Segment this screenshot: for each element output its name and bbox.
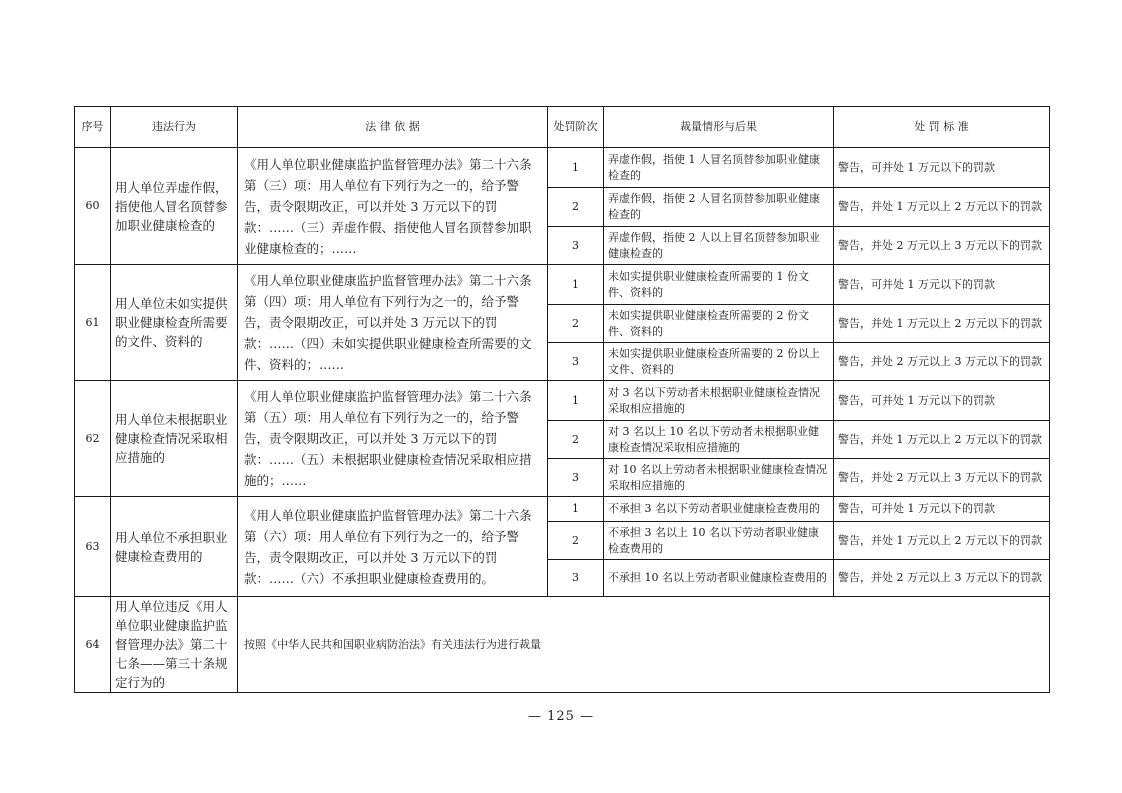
item-behavior: 用人单位未如实提供职业健康检查所需要的文件、资料的	[111, 265, 238, 381]
level-situation: 未如实提供职业健康检查所需要的 1 份文件、资料的	[604, 265, 834, 305]
header-row	[75, 107, 1050, 148]
level-situation: 不承担 3 名以上 10 名以下劳动者职业健康检查费用的	[604, 522, 834, 560]
item-number: 64	[75, 597, 111, 693]
item-number: 63	[75, 497, 111, 597]
item-law-basis: 《用人单位职业健康监护监督管理办法》第二十六条第（六）项：用人单位有下列行为之一的，给予警告，责令限期改正，可以并处 3 万元以下的罚款：……（六）不承担职业健康检查费用的。	[238, 497, 548, 597]
level-penalty: 警告，可并处 1 万元以下的罚款	[834, 381, 1050, 421]
level-number: 2	[548, 421, 604, 459]
item-law-basis: 《用人单位职业健康监护监督管理办法》第二十六条第（四）项：用人单位有下列行为之一的，给予警告，责令限期改正，可以并处 3 万元以下的罚款：……（四）未如实提供职业健康检查所需要的文件、资料的；……	[238, 265, 548, 381]
item-behavior: 用人单位违反《用人单位职业健康监护监督管理办法》第二十七条——第三十条规定行为的	[111, 597, 238, 693]
level-number: 1	[548, 497, 604, 522]
level-penalty: 警告，并处 2 万元以上 3 万元以下的罚款	[834, 560, 1050, 597]
item-number: 61	[75, 265, 111, 381]
level-situation: 未如实提供职业健康检查所需要的 2 份文件、资料的	[604, 305, 834, 343]
header-behavior: 违法行为	[111, 107, 238, 148]
level-number: 2	[548, 305, 604, 343]
level-penalty: 警告，并处 1 万元以上 2 万元以下的罚款	[834, 305, 1050, 343]
header-law: 法 律 依 据	[238, 107, 548, 148]
level-penalty: 警告，并处 1 万元以上 2 万元以下的罚款	[834, 421, 1050, 459]
item-behavior: 用人单位弄虚作假，指使他人冒名顶替参加职业健康检查的	[111, 148, 238, 265]
level-situation: 不承担 10 名以上劳动者职业健康检查费用的	[604, 560, 834, 597]
level-penalty: 警告，并处 2 万元以上 3 万元以下的罚款	[834, 227, 1050, 265]
header-situation: 裁量情形与后果	[604, 107, 834, 148]
level-situation: 弄虚作假，指使 2 人冒名顶替参加职业健康检查的	[604, 188, 834, 227]
level-penalty: 警告，并处 2 万元以上 3 万元以下的罚款	[834, 459, 1050, 497]
level-penalty: 警告，并处 2 万元以上 3 万元以下的罚款	[834, 343, 1050, 381]
level-number: 3	[548, 227, 604, 265]
item-number: 62	[75, 381, 111, 497]
penalty-discretion-table	[74, 106, 1050, 693]
table-row	[75, 597, 1050, 693]
level-penalty: 警告，可并处 1 万元以下的罚款	[834, 265, 1050, 305]
level-number: 3	[548, 560, 604, 597]
item-law-basis: 《用人单位职业健康监护监督管理办法》第二十六条第（五）项：用人单位有下列行为之一的，给予警告，责令限期改正，可以并处 3 万元以下的罚款：……（五）未根据职业健康检查情况采取相应措施的；……	[238, 381, 548, 497]
table-row	[75, 265, 1050, 305]
level-penalty: 警告，并处 1 万元以上 2 万元以下的罚款	[834, 522, 1050, 560]
item-behavior: 用人单位不承担职业健康检查费用的	[111, 497, 238, 597]
level-situation: 弄虚作假，指使 2 人以上冒名顶替参加职业健康检查的	[604, 227, 834, 265]
level-situation: 不承担 3 名以下劳动者职业健康检查费用的	[604, 497, 834, 522]
page-number: — 125 —	[527, 709, 595, 724]
header-level: 处罚阶次	[548, 107, 604, 148]
level-number: 3	[548, 459, 604, 497]
item-law-basis: 《用人单位职业健康监护监督管理办法》第二十六条第（三）项：用人单位有下列行为之一的，给予警告，责令限期改正，可以并处 3 万元以下的罚款：……（三）弄虚作假、指使他人冒名顶替参加职业健康检查的；……	[238, 148, 548, 265]
table-row	[75, 148, 1050, 188]
level-number: 2	[548, 188, 604, 227]
level-situation: 未如实提供职业健康检查所需要的 2 份以上文件、资料的	[604, 343, 834, 381]
level-number: 3	[548, 343, 604, 381]
level-number: 1	[548, 265, 604, 305]
level-situation: 对 3 名以下劳动者未根据职业健康检查情况采取相应措施的	[604, 381, 834, 421]
item-behavior: 用人单位未根据职业健康检查情况采取相应措施的	[111, 381, 238, 497]
item-merged-basis: 按照《中华人民共和国职业病防治法》有关违法行为进行裁量	[238, 597, 1050, 693]
level-situation: 对 3 名以上 10 名以下劳动者未根据职业健康检查情况采取相应措施的	[604, 421, 834, 459]
level-penalty: 警告，可并处 1 万元以下的罚款	[834, 497, 1050, 522]
level-number: 1	[548, 148, 604, 188]
header-no: 序号	[75, 107, 111, 148]
level-penalty: 警告，并处 1 万元以上 2 万元以下的罚款	[834, 188, 1050, 227]
level-number: 1	[548, 381, 604, 421]
item-number: 60	[75, 148, 111, 265]
table-row	[75, 497, 1050, 522]
table-row	[75, 381, 1050, 421]
level-situation: 弄虚作假，指使 1 人冒名顶替参加职业健康检查的	[604, 148, 834, 188]
level-number: 2	[548, 522, 604, 560]
level-penalty: 警告，可并处 1 万元以下的罚款	[834, 148, 1050, 188]
header-penalty: 处 罚 标 准	[834, 107, 1050, 148]
level-situation: 对 10 名以上劳动者未根据职业健康检查情况采取相应措施的	[604, 459, 834, 497]
